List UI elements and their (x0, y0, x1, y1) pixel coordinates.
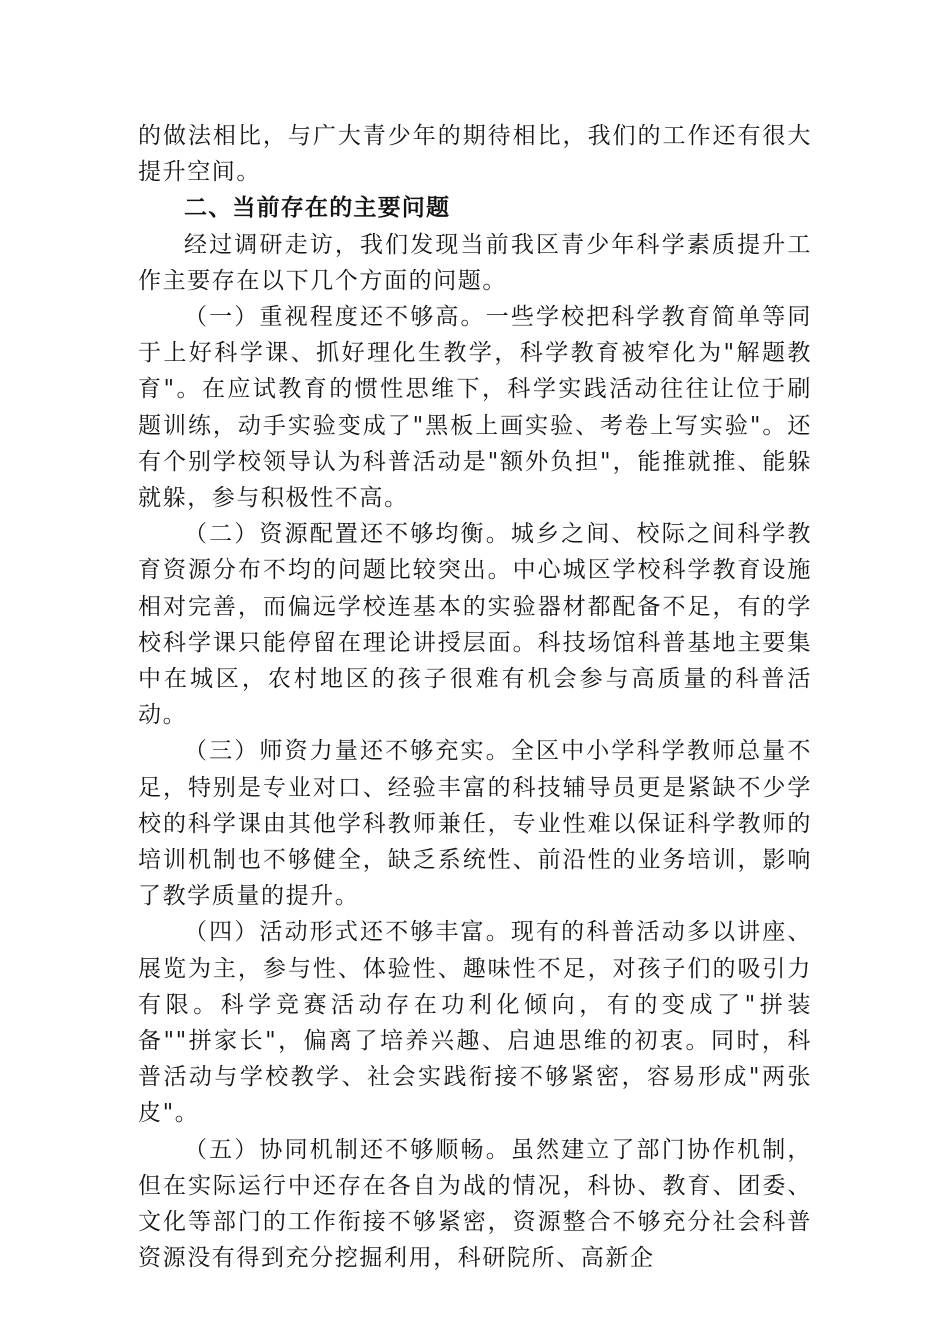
issue-title-3: （三）师资力量还不够充实。 (184, 738, 511, 765)
issue-title-1: （一）重视程度还不够高。 (184, 304, 486, 331)
intro-paragraph: 的做法相比，与广大青少年的期待相比，我们的工作还有很大提升空间。 (138, 123, 812, 186)
document-page (138, 118, 812, 1277)
issue-body-3: 全区中小学科学教师总量不足，特别是专业对口、经验丰富的科技辅导员更是紧缺不少学校的科学课由其他学科教师兼任，专业性难以保证科学教师的培训机制也不够健全，缺乏系统性、前沿性的业务培训，影响了教学质量的提升。 (138, 738, 812, 910)
issue-body-4: 现有的科普活动多以讲座、展览为主，参与性、体验性、趣味性不足，对孩子们的吸引力有限。科学竞赛活动存在功利化倾向，有的变成了"拼装备""拼家长"，偏离了培养兴趣、启迪思维的初衷。同时，科普活动与学校教学、社会实践衔接不够紧密，容易形成"两张皮"。 (138, 919, 812, 1127)
issue-body-5: 虽然建立了部门协作机制，但在实际运行中还存在各自为战的情况，科协、教育、团委、文化等部门的工作衔接不够紧密，资源整合不够充分社会科普资源没有得到充分挖掘利用，科研院所、高新企 (138, 1136, 812, 1272)
issue-title-4: （四）活动形式还不够丰富。 (184, 919, 511, 946)
issue-paragraph-4 (138, 914, 812, 1131)
issue-paragraph-3 (138, 733, 812, 914)
section-heading: 二、当前存在的主要问题 (184, 195, 451, 222)
issue-body-2: 城乡之间、校际之间科学教育资源分布不均的问题比较突出。中心城区学校科学教育设施相对完善，而偏远学校连基本的实验器材都配备不足，有的学校科学课只能停留在理论讲授层面。科技场馆科普基地主要集中在城区，农村地区的孩子很难有机会参与高质量的科普活动。 (138, 521, 812, 729)
issue-paragraph-2 (138, 516, 812, 733)
issue-paragraph-5 (138, 1132, 812, 1277)
issue-body-1: 一些学校把科学教育简单等同于上好科学课、抓好理化生教学，科学教育被窄化为"解题教育"。在应试教育的惯性思维下，科学实践活动往往让位于刷题训练，动手实验变成了"黑板上画实验、考卷上写实验"。还有个别学校领导认为科普活动是"额外负担"，能推就推、能躲就躲，参与积极性不高。 (138, 304, 812, 512)
issue-paragraph-1 (138, 299, 812, 516)
issue-title-5: （五）协同机制还不够顺畅。 (184, 1136, 511, 1163)
issue-title-2: （二）资源配置还不够均衡。 (184, 521, 511, 548)
lead-paragraph: 经过调研走访，我们发现当前我区青少年科学素质提升工作主要存在以下几个方面的问题。 (138, 231, 812, 294)
